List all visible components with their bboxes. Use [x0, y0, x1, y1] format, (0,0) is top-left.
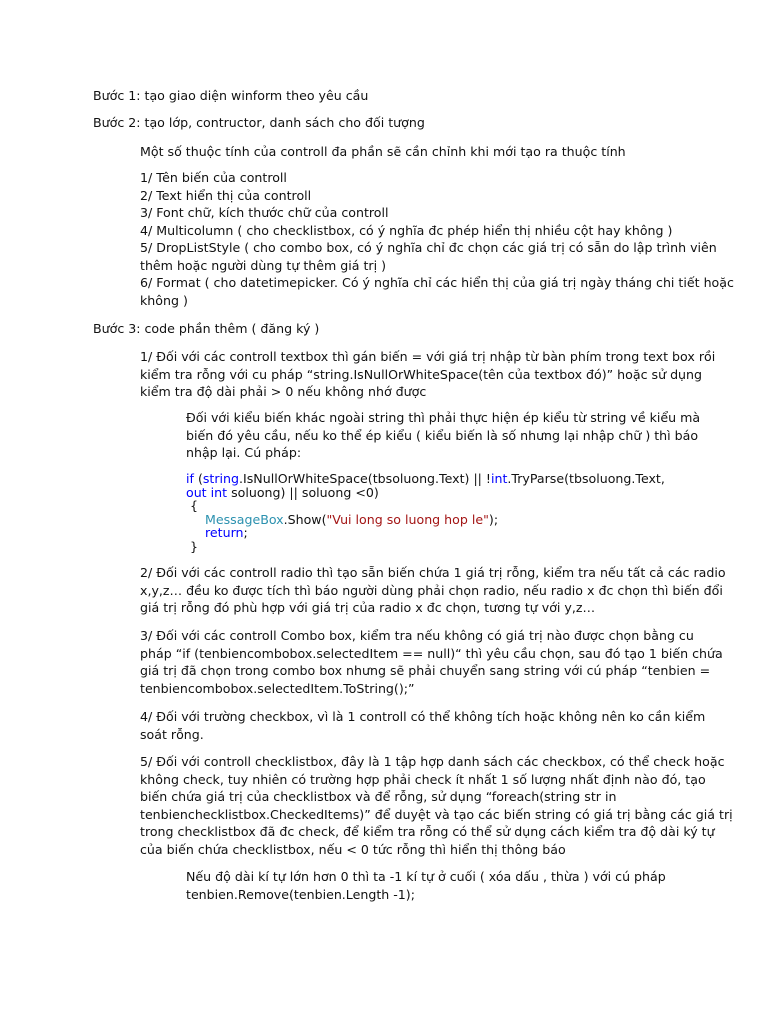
paragraph-line: giá trị rỗng đó phù hợp với giá trị của radio x đc chọn, tương tự với y,z… [140, 600, 596, 615]
code-line [186, 472, 665, 486]
code-keyword: if [186, 471, 194, 486]
code-text: soluong) || soluong <0) [227, 484, 379, 500]
code-text: .IsNullOrWhiteSpace(tbsoluong.Text) || ! [239, 471, 491, 486]
code-line: } [190, 538, 199, 554]
step-1-heading: Bước 1: tạo giao diện winform theo yêu cầu [93, 88, 369, 103]
paragraph-line: 5/ Đối với controll checklistbox, đây là 1 tập hợp danh sách các checkbox, có thể check hoặc [140, 754, 725, 769]
property-line: không ) [140, 292, 188, 308]
step-2-intro: Một số thuộc tính của controll đa phần sẽ cần chỉnh khi mới tạo ra thuộc tính [140, 144, 626, 159]
paragraph-line: x,y,z… đều ko được tích thì báo người dùng phải chọn radio, nếu radio x đc chọn thì biến đổi [140, 582, 723, 598]
code-keyword: string [202, 471, 240, 486]
paragraph-line: 1/ Đối với các controll textbox thì gán biến = với giá trị nhập từ bàn phím trong text box rồi [140, 349, 716, 364]
code-text: ; [243, 525, 248, 540]
code-keyword: int [210, 484, 228, 500]
property-line: 3/ Font chữ, kích thước chữ của controll [140, 205, 389, 220]
paragraph-line: kiểm tra rỗng với cu pháp “string.IsNullOrWhiteSpace(tên của textbox đó)” hoặc sử dụng [140, 366, 703, 382]
paragraph-line: biến chứa giá trị của checklistbox và để rỗng, sử dụng “foreach(string str in [140, 789, 617, 804]
code-type: MessageBox [205, 511, 284, 527]
paragraph-line: pháp “if (tenbiencombobox.selectedItem == null)“ thì yêu cầu chọn, sau đó tạo 1 biến chứa [140, 645, 723, 661]
code-string: "Vui long so luong hop le" [326, 511, 489, 527]
code-line [186, 486, 379, 500]
property-line: 4/ Multicolumn ( cho checklistbox, có ý nghĩa đc phép hiển thị nhiều cột hay không ) [140, 222, 673, 238]
code-text: .TryParse(tbsoluong.Text, [507, 471, 665, 486]
step-3-heading: Bước 3: code phần thêm ( đăng ký ) [93, 321, 320, 336]
paragraph-line: 3/ Đối với các controll Combo box, kiểm tra nếu không có giá trị nào được chọn bằng cu [140, 628, 694, 643]
code-line: { [190, 498, 199, 513]
property-line: thêm hoặc người dùng tự thêm giá trị ) [140, 257, 386, 273]
code-text: ); [488, 511, 499, 527]
property-line: 6/ Format ( cho datetimepicker. Có ý nghĩa chỉ các hiển thị của giá trị ngày tháng chi tiết hoặc [140, 275, 734, 290]
paragraph-line: biến đó yêu cầu, nếu ko thể ép kiểu ( kiểu biến là số nhưng lại nhập chữ ) thì báo [186, 427, 699, 443]
property-line: 2/ Text hiển thị của controll [140, 187, 312, 203]
code-keyword: int [490, 471, 508, 486]
paragraph-line: trong checklistbox đã đc check, để kiểm tra rỗng có thể sử dụng cách kiểm tra độ dài ký tự [140, 824, 715, 839]
code-keyword: return [205, 525, 244, 540]
step-2-heading: Bước 2: tạo lớp, contructor, danh sách cho đối tượng [93, 115, 425, 130]
paragraph-line: 2/ Đối với các controll radio thì tạo sẵn biến chứa 1 giá trị rỗng, kiểm tra nếu tất cả các radio [140, 565, 726, 580]
paragraph-line: kiểm tra độ dài phải > 0 nếu không nhớ được [140, 384, 427, 399]
paragraph-line: nhập lại. Cú pháp: [186, 445, 302, 460]
property-line: 1/ Tên biến của controll [140, 170, 287, 185]
paragraph-line: Nếu độ dài kí tự lớn hơn 0 thì ta -1 kí tự ở cuối ( xóa dấu , thừa ) với cú pháp [186, 869, 666, 884]
paragraph-line: Đối với kiểu biến khác ngoài string thì phải thực hiện ép kiểu từ string về kiểu mà [186, 410, 701, 425]
paragraph-line: của biến chứa checklistbox, nếu < 0 tức rỗng thì hiển thị thông báo [140, 841, 566, 857]
paragraph-line: 4/ Đối với trường checkbox, vì là 1 controll có thể không tích hoặc không nên ko cần kiểm [140, 709, 706, 724]
code-text: .Show( [283, 511, 327, 527]
paragraph-line: không check, tuy nhiên có trường hợp phải check ít nhất 1 số lượng nhất định nào đó, tạo [140, 771, 706, 787]
paragraph-line: tenbiencombobox.selectedItem.ToString();” [140, 680, 415, 696]
paragraph-line: giá trị đã chọn trong combo box nhưng sẽ phải chuyển sang string với cú pháp “tenbien = [140, 663, 711, 678]
code-line [205, 513, 498, 527]
property-line: 5/ DropListStyle ( cho combo box, có ý nghĩa chỉ đc chọn các giá trị có sẵn do lập trình viên [140, 240, 717, 255]
code-keyword: out [186, 484, 207, 500]
code-text: ( [193, 471, 203, 486]
paragraph-line: soát rỗng. [140, 726, 204, 742]
paragraph-line: tenbien.Remove(tenbien.Length -1); [186, 886, 415, 902]
code-line [205, 526, 248, 540]
paragraph-line: tenbienchecklistbox.CheckedItems)” để duyệt và tạo các biến string có giá trị bằng các giá trị [140, 806, 733, 822]
